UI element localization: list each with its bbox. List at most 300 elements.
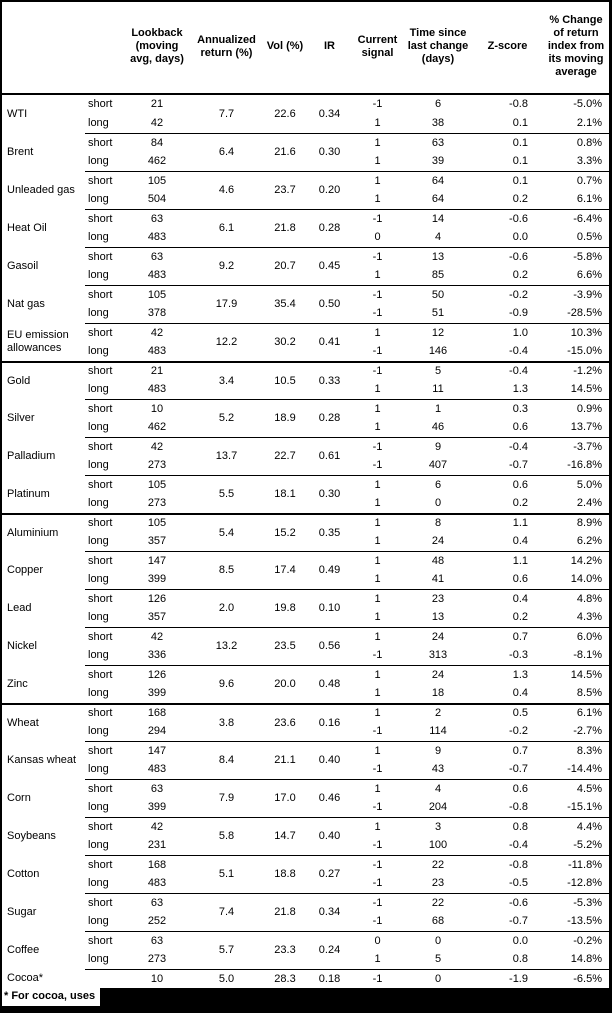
commodity-name: Platinum	[7, 487, 50, 500]
lookback-value: 42	[123, 627, 191, 646]
vol-value: 19.8	[262, 589, 308, 627]
annualized-return-value: 5.4	[191, 513, 262, 551]
pct-change-value: -5.8%	[543, 247, 609, 266]
z-score-value: -0.3	[509, 649, 528, 661]
current-signal-value: 0	[351, 931, 404, 950]
term-label: long	[88, 763, 109, 775]
annualized-return-value: 5.1	[191, 855, 262, 893]
current-signal-value: 1	[374, 117, 381, 129]
z-score-value: -1.9	[472, 969, 543, 988]
term-label: short	[88, 98, 113, 110]
lookback-value: 231	[147, 839, 167, 851]
commodity-name: Brent	[7, 145, 34, 158]
table-row	[2, 285, 609, 304]
current-signal-value: -1	[372, 345, 383, 357]
ir-value: 0.49	[308, 551, 351, 589]
header-lookback: Lookback (moving avg, days)	[123, 2, 191, 95]
z-score-value: 1.1	[472, 513, 543, 532]
ir-value: 0.56	[308, 627, 351, 665]
vol-value: 20.7	[262, 247, 308, 285]
table-row	[2, 95, 609, 114]
pct-change-value: -1.2%	[543, 361, 609, 380]
days-since-change-value: 85	[431, 269, 445, 281]
ir-value: 0.30	[308, 133, 351, 171]
lookback-value: 483	[147, 269, 167, 281]
days-since-change-value: 11	[432, 383, 444, 395]
z-score-value: -0.8	[472, 855, 543, 874]
vol-value: 35.4	[262, 285, 308, 323]
z-score-value: 1.3	[472, 665, 543, 684]
z-score-value: 0.4	[512, 535, 528, 547]
days-since-change-value: 12	[404, 323, 472, 342]
header-current-signal: Current signal	[351, 2, 404, 95]
z-score-value: -0.7	[509, 763, 528, 775]
term-label: short	[85, 171, 123, 190]
commodity-name: Silver	[7, 411, 35, 424]
days-since-change-value: 3	[404, 817, 472, 836]
term-label: long	[88, 459, 109, 471]
current-signal-value: 1	[351, 817, 404, 836]
lookback-value: 147	[123, 741, 191, 760]
pct-change-value: 14.8%	[570, 953, 602, 965]
current-signal-value: -1	[372, 915, 383, 927]
annualized-return-value: 9.2	[191, 247, 262, 285]
term-label: long	[88, 421, 109, 433]
table-row	[2, 779, 609, 798]
days-since-change-value: 23	[404, 589, 472, 608]
ir-value: 0.40	[308, 741, 351, 779]
lookback-value: 399	[147, 687, 167, 699]
term-label: long	[88, 953, 109, 965]
header-term	[85, 2, 123, 95]
commodity-name: Cocoa*	[7, 972, 44, 984]
pct-change-value: 5.0%	[543, 475, 609, 494]
days-since-change-value: 43	[431, 763, 445, 775]
days-since-change-value: 1	[404, 399, 472, 418]
table-header	[2, 2, 609, 95]
ir-value: 0.50	[308, 285, 351, 323]
ir-value: 0.10	[308, 589, 351, 627]
term-label: long	[88, 535, 109, 547]
term-label: short	[85, 779, 123, 798]
z-score-value: 0.2	[512, 269, 528, 281]
z-score-value: 1.0	[472, 323, 543, 342]
current-signal-value: 1	[351, 475, 404, 494]
lookback-value: 147	[123, 551, 191, 570]
current-signal-value: -1	[372, 801, 383, 813]
z-score-value: 0.6	[512, 421, 528, 433]
table-row	[2, 551, 609, 570]
days-since-change-value: 5	[434, 953, 442, 965]
pct-change-value: 6.2%	[576, 535, 602, 547]
current-signal-value: 1	[351, 399, 404, 418]
commodity-name: Zinc	[7, 677, 28, 690]
current-signal-value: 1	[374, 497, 381, 509]
z-score-value: -0.7	[509, 915, 528, 927]
term-label: short	[85, 551, 123, 570]
days-since-change-value: 68	[431, 915, 445, 927]
current-signal-value: 1	[374, 611, 381, 623]
pct-change-value: 6.0%	[543, 627, 609, 646]
ir-value: 0.45	[308, 247, 351, 285]
lookback-value: 21	[123, 361, 191, 380]
term-label: short	[85, 703, 123, 722]
commodity-name: EU emission allowances	[7, 329, 69, 354]
z-score-value: 0.1	[472, 133, 543, 152]
z-score-value: 0.6	[472, 779, 543, 798]
term-label: long	[88, 687, 109, 699]
days-since-change-value: 23	[431, 877, 445, 889]
pct-change-value: -2.7%	[573, 725, 602, 737]
ir-value: 0.18	[308, 969, 351, 988]
vol-value: 14.7	[262, 817, 308, 855]
current-signal-value: 1	[351, 171, 404, 190]
current-signal-value: 1	[351, 741, 404, 760]
current-signal-value: 1	[351, 589, 404, 608]
z-score-value: 0.4	[512, 687, 528, 699]
lookback-value: 357	[147, 611, 167, 623]
pct-change-value: -6.4%	[543, 209, 609, 228]
current-signal-value: 1	[374, 269, 381, 281]
lookback-value: 273	[147, 953, 167, 965]
vol-value: 21.1	[262, 741, 308, 779]
days-since-change-value: 9	[404, 437, 472, 456]
footnote-text: * For cocoa, uses	[2, 988, 100, 1006]
table-row	[2, 361, 609, 380]
lookback-value: 168	[123, 703, 191, 722]
annualized-return-value: 7.9	[191, 779, 262, 817]
vol-value: 21.8	[262, 209, 308, 247]
z-score-value: -0.2	[472, 285, 543, 304]
vol-value: 23.6	[262, 703, 308, 741]
pct-change-value: 13.7%	[570, 421, 602, 433]
lookback-value: 462	[147, 155, 167, 167]
days-since-change-value: 64	[431, 193, 445, 205]
z-score-value: -0.4	[509, 839, 528, 851]
days-since-change-value: 22	[404, 855, 472, 874]
current-signal-value: -1	[351, 361, 404, 380]
lookback-value: 399	[147, 573, 167, 585]
annualized-return-value: 12.2	[191, 323, 262, 361]
z-score-value: -0.6	[472, 209, 543, 228]
term-label: long	[88, 725, 109, 737]
pct-change-value: 14.5%	[570, 383, 602, 395]
z-score-value: -0.6	[472, 247, 543, 266]
current-signal-value: -1	[372, 763, 383, 775]
lookback-value: 21	[150, 98, 164, 110]
table-row	[2, 475, 609, 494]
annualized-return-value: 4.6	[191, 171, 262, 209]
pct-change-value: 2.1%	[576, 117, 602, 129]
days-since-change-value: 6	[434, 98, 442, 110]
pct-change-value: 8.5%	[576, 687, 602, 699]
days-since-change-value: 313	[428, 649, 448, 661]
ir-value: 0.61	[308, 437, 351, 475]
z-score-value: 0.3	[472, 399, 543, 418]
table-row	[2, 703, 609, 722]
annualized-return-value: 8.5	[191, 551, 262, 589]
lookback-value: 252	[147, 915, 167, 927]
term-label: long	[88, 573, 109, 585]
term-label: short	[85, 855, 123, 874]
term-label: short	[85, 665, 123, 684]
term-label: short	[85, 209, 123, 228]
ir-value: 0.27	[308, 855, 351, 893]
current-signal-value: 0	[374, 231, 381, 243]
z-score-value: -0.4	[472, 437, 543, 456]
commodity-name: Gold	[2, 361, 85, 399]
pct-change-value: -6.5%	[543, 969, 609, 988]
current-signal-value: 1	[351, 551, 404, 570]
annualized-return-value: 6.1	[191, 209, 262, 247]
days-since-change-value: 8	[404, 513, 472, 532]
lookback-value: 483	[147, 231, 167, 243]
days-since-change-value: 14	[404, 209, 472, 228]
footnote-redacted-bar	[2, 988, 609, 1013]
z-score-value: 0.8	[472, 817, 543, 836]
lookback-value: 63	[123, 209, 191, 228]
table-row	[2, 741, 609, 760]
vol-value: 18.8	[262, 855, 308, 893]
pct-change-value: -5.0%	[573, 98, 602, 110]
pct-change-value: 6.1%	[543, 703, 609, 722]
current-signal-value: -1	[351, 437, 404, 456]
lookback-value: 483	[147, 383, 167, 395]
days-since-change-value: 0	[404, 931, 472, 950]
current-signal-value: 1	[374, 573, 381, 585]
annualized-return-value: 3.8	[191, 703, 262, 741]
z-score-value: 0.2	[512, 193, 528, 205]
vol-value: 23.5	[262, 627, 308, 665]
pct-change-value: -16.8%	[567, 459, 602, 471]
term-label: short	[85, 247, 123, 266]
pct-change-value: 8.3%	[543, 741, 609, 760]
ir-value: 0.40	[308, 817, 351, 855]
days-since-change-value: 51	[431, 307, 445, 319]
current-signal-value: 1	[351, 323, 404, 342]
table-row	[2, 855, 609, 874]
days-since-change-value: 41	[431, 573, 445, 585]
vol-value: 22.6	[274, 107, 296, 120]
pct-change-value: -15.0%	[567, 345, 602, 357]
annualized-return-value: 5.7	[191, 931, 262, 969]
lookback-value: 462	[147, 421, 167, 433]
z-score-value: 0.1	[512, 155, 528, 167]
header-vol: Vol (%)	[262, 2, 308, 95]
term-label: short	[85, 399, 123, 418]
current-signal-value: -1	[351, 247, 404, 266]
annualized-return-value: 7.4	[191, 893, 262, 931]
lookback-value: 105	[123, 513, 191, 532]
pct-change-value: 14.2%	[543, 551, 609, 570]
current-signal-value: 1	[351, 627, 404, 646]
table-row	[2, 893, 609, 912]
z-score-value: -0.7	[509, 459, 528, 471]
current-signal-value: 1	[374, 383, 381, 395]
term-label: long	[88, 269, 109, 281]
commodity-name: Wheat	[2, 703, 85, 741]
z-score-value: 0.6	[472, 475, 543, 494]
pct-change-value: -14.4%	[567, 763, 602, 775]
z-score-value: 0.7	[472, 741, 543, 760]
days-since-change-value: 24	[431, 535, 445, 547]
days-since-change-value: 0	[434, 497, 442, 509]
table-row	[2, 931, 609, 950]
current-signal-value: -1	[351, 285, 404, 304]
commodity-name: Heat Oil	[7, 221, 47, 234]
table-row	[2, 247, 609, 266]
annualized-return-value: 2.0	[191, 589, 262, 627]
table-row	[2, 817, 609, 836]
annualized-return-value: 5.2	[191, 399, 262, 437]
annualized-return-value: 5.5	[191, 475, 262, 513]
header-time-since-change: Time since last change (days)	[404, 2, 472, 95]
days-since-change-value: 204	[428, 801, 448, 813]
z-score-value: 1.1	[472, 551, 543, 570]
term-label: long	[88, 877, 109, 889]
ir-value: 0.35	[308, 513, 351, 551]
days-since-change-value: 2	[404, 703, 472, 722]
commodity-name: Nat gas	[7, 297, 45, 310]
pct-change-value: -15.1%	[567, 801, 602, 813]
days-since-change-value: 24	[404, 627, 472, 646]
term-label: long	[88, 915, 109, 927]
current-signal-value: 1	[351, 703, 404, 722]
pct-change-value: 8.9%	[543, 513, 609, 532]
ir-value: 0.34	[318, 107, 341, 120]
term-label: long	[88, 383, 109, 395]
pct-change-value: 2.4%	[576, 497, 602, 509]
lookback-value: 483	[147, 345, 167, 357]
days-since-change-value: 407	[428, 459, 448, 471]
header-commodity	[2, 2, 85, 95]
current-signal-value: 1	[351, 665, 404, 684]
z-score-value: 0.4	[472, 589, 543, 608]
pct-change-value: -5.3%	[543, 893, 609, 912]
lookback-value: 10	[123, 399, 191, 418]
days-since-change-value: 0	[404, 969, 472, 988]
z-score-value: -0.8	[509, 801, 528, 813]
current-signal-value: -1	[351, 893, 404, 912]
days-since-change-value: 13	[404, 247, 472, 266]
current-signal-value: 1	[374, 193, 381, 205]
z-score-value: 0.0	[472, 931, 543, 950]
term-label: short	[85, 437, 123, 456]
annualized-return-value: 6.4	[191, 133, 262, 171]
vol-value: 18.1	[262, 475, 308, 513]
pct-change-value: 4.4%	[543, 817, 609, 836]
annualized-return-value: 8.4	[191, 741, 262, 779]
current-signal-value: -1	[351, 855, 404, 874]
z-score-value: 0.6	[512, 573, 528, 585]
z-score-value: -0.5	[509, 877, 528, 889]
pct-change-value: -8.1%	[573, 649, 602, 661]
header-z-score: Z-score	[472, 2, 543, 95]
lookback-value: 63	[123, 247, 191, 266]
ir-value: 0.30	[308, 475, 351, 513]
term-label: short	[85, 931, 123, 950]
commodity-name: Palladium	[7, 449, 56, 462]
term-label: long	[88, 231, 109, 243]
header-row	[2, 2, 609, 95]
table-row	[2, 513, 609, 532]
current-signal-value: 1	[374, 421, 381, 433]
lookback-value: 105	[123, 285, 191, 304]
z-score-value: -0.6	[472, 893, 543, 912]
pct-change-value: 0.5%	[576, 231, 602, 243]
vol-value: 23.7	[262, 171, 308, 209]
term-label: short	[85, 627, 123, 646]
term-label: long	[88, 345, 109, 357]
vol-value: 18.9	[262, 399, 308, 437]
commodity-name: Nickel	[7, 639, 37, 652]
days-since-change-value: 13	[431, 611, 445, 623]
pct-change-value: 0.8%	[543, 133, 609, 152]
current-signal-value: -1	[372, 98, 383, 110]
z-score-value: -0.4	[509, 345, 528, 357]
annualized-return-value: 13.2	[191, 627, 262, 665]
current-signal-value: 1	[374, 535, 381, 547]
lookback-value: 126	[123, 589, 191, 608]
lookback-value: 273	[147, 459, 167, 471]
annualized-return-value: 9.6	[191, 665, 262, 703]
lookback-value: 63	[123, 893, 191, 912]
vol-value: 21.8	[262, 893, 308, 931]
vol-value: 15.2	[262, 513, 308, 551]
term-label: short	[85, 817, 123, 836]
z-score-value: 0.2	[512, 497, 528, 509]
ir-value: 0.41	[308, 323, 351, 361]
current-signal-value: -1	[372, 649, 383, 661]
commodity-name: Kansas wheat	[7, 753, 77, 766]
days-since-change-value: 24	[404, 665, 472, 684]
pct-change-value: 4.3%	[576, 611, 602, 623]
lookback-value: 504	[147, 193, 167, 205]
z-score-value: 1.3	[512, 383, 528, 395]
annualized-return-value: 3.4	[191, 361, 262, 399]
term-label: short	[85, 475, 123, 494]
annualized-return-value: 17.9	[191, 285, 262, 323]
current-signal-value: 1	[351, 133, 404, 152]
table-row	[2, 209, 609, 228]
commodity-name: Gasoil	[7, 259, 39, 272]
lookback-value: 168	[123, 855, 191, 874]
commodity-name: WTI	[7, 107, 28, 120]
vol-value: 20.0	[262, 665, 308, 703]
lookback-value: 42	[123, 437, 191, 456]
term-label: long	[88, 193, 109, 205]
pct-change-value: -13.5%	[567, 915, 602, 927]
pct-change-value: -11.8%	[543, 855, 609, 874]
commodity-name: Cotton	[7, 867, 40, 880]
commodity-name: Unleaded gas	[7, 183, 75, 196]
ir-value: 0.33	[308, 361, 351, 399]
term-label: long	[88, 801, 109, 813]
term-label: long	[88, 497, 109, 509]
z-score-value: 0.1	[512, 117, 528, 129]
table-body	[2, 95, 609, 988]
pct-change-value: 6.1%	[576, 193, 602, 205]
header-annualized-return: Annualized return (%)	[191, 2, 262, 95]
lookback-value: 336	[147, 649, 167, 661]
lookback-value: 42	[123, 817, 191, 836]
days-since-change-value: 100	[428, 839, 448, 851]
commodity-name: Coffee	[7, 943, 40, 956]
ir-value: 0.16	[308, 703, 351, 741]
commodity-name: Lead	[7, 601, 32, 614]
commodity-name: Soybeans	[7, 829, 56, 842]
header-ir: IR	[308, 2, 351, 95]
